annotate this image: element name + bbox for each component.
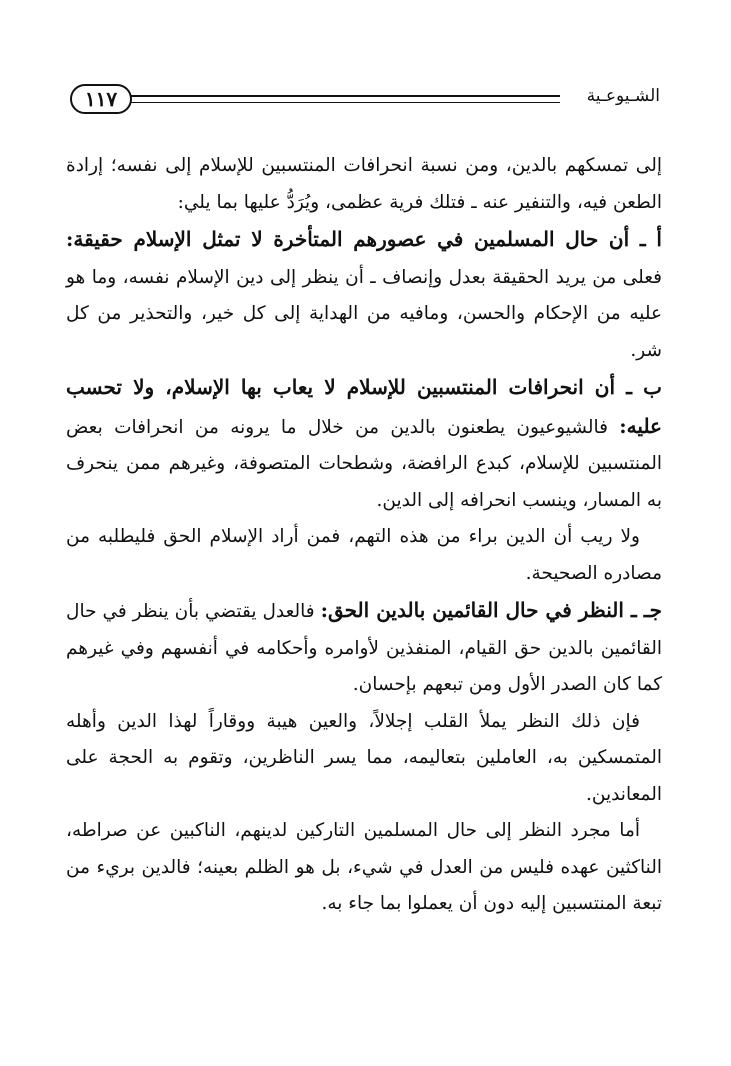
- page-header: [70, 78, 660, 122]
- that-view-paragraph: فإن ذلك النظر يملأ القلب إجلالاً، والعين هيبة ووقاراً لهذا الدين وأهله المتمسكين به، العاملين بتعاليمه، مما يسر الناظرين، وتقوم به الحجة على المعاندين.: [66, 710, 662, 805]
- mere-view-paragraph: أما مجرد النظر إلى حال المسلمين التاركين لدينهم، الناكبين عن صراطه، الناكثين عهده فليس من العدل في شيء، بل هو الظلم بعينه؛ فالدين بريء من تبعة المنتسبين إليه دون أن يعملوا بما جاء به.: [66, 820, 662, 914]
- page-number: ١١٧: [70, 84, 132, 114]
- point-c-paragraph: [66, 592, 662, 704]
- intro-paragraph: إلى تمسكهم بالدين، ومن نسبة انحرافات المنتسبين للإسلام إلى نفسه؛ إرادة الطعن فيه، والتنفير عنه ـ فتلك فرية عظمى، ويُرَدُّ عليها بما يلي:: [66, 155, 662, 213]
- point-a-heading: أ ـ أن حال المسلمين في عصورهم المتأخرة لا تمثل الإسلام حقيقة:: [66, 227, 662, 251]
- no-doubt-paragraph: ولا ريب أن الدين براء من هذه التهم، فمن أراد الإسلام الحق فليطلبه من مصادره الصحيحة.: [66, 526, 662, 584]
- header-rule: [130, 95, 560, 103]
- point-b-text: فالشيوعيون يطعنون بالدين من خلال ما يرونه من انحرافات بعض المنتسبين للإسلام، كبدع الرافضة، وشطحات المتصوفة، وغيرهم ممن ينحرف به المسار، وينسب انحرافه إلى الدين.: [66, 416, 662, 511]
- point-c-text: فالعدل يقتضي بأن ينظر في حال القائمين بالدين حق القيام، المنفذين لأوامره وأحكامه في أنفسهم وفي غيرهم كما كان الصدر الأول ومن تبعهم بإحسان.: [66, 601, 662, 695]
- point-b-heading: ب ـ أن انحرافات المنتسبين للإسلام لا يعاب بها الإسلام، ولا تحسب عليه:: [66, 375, 662, 438]
- point-b-paragraph: [66, 369, 662, 519]
- point-a-text: فعلى من يريد الحقيقة بعدل وإنصاف ـ أن ينظر إلى دين الإسلام نفسه، وما هو عليه من الإحكام والحسن، ومافيه من الهداية إلى كل خير، والتحذير من كل شر.: [66, 266, 662, 361]
- point-a-paragraph: [66, 221, 662, 369]
- point-c-heading: جـ ـ النظر في حال القائمين بالدين الحق:: [320, 598, 662, 622]
- page-body: [66, 148, 662, 923]
- running-title: الشـيوعـية: [586, 86, 660, 106]
